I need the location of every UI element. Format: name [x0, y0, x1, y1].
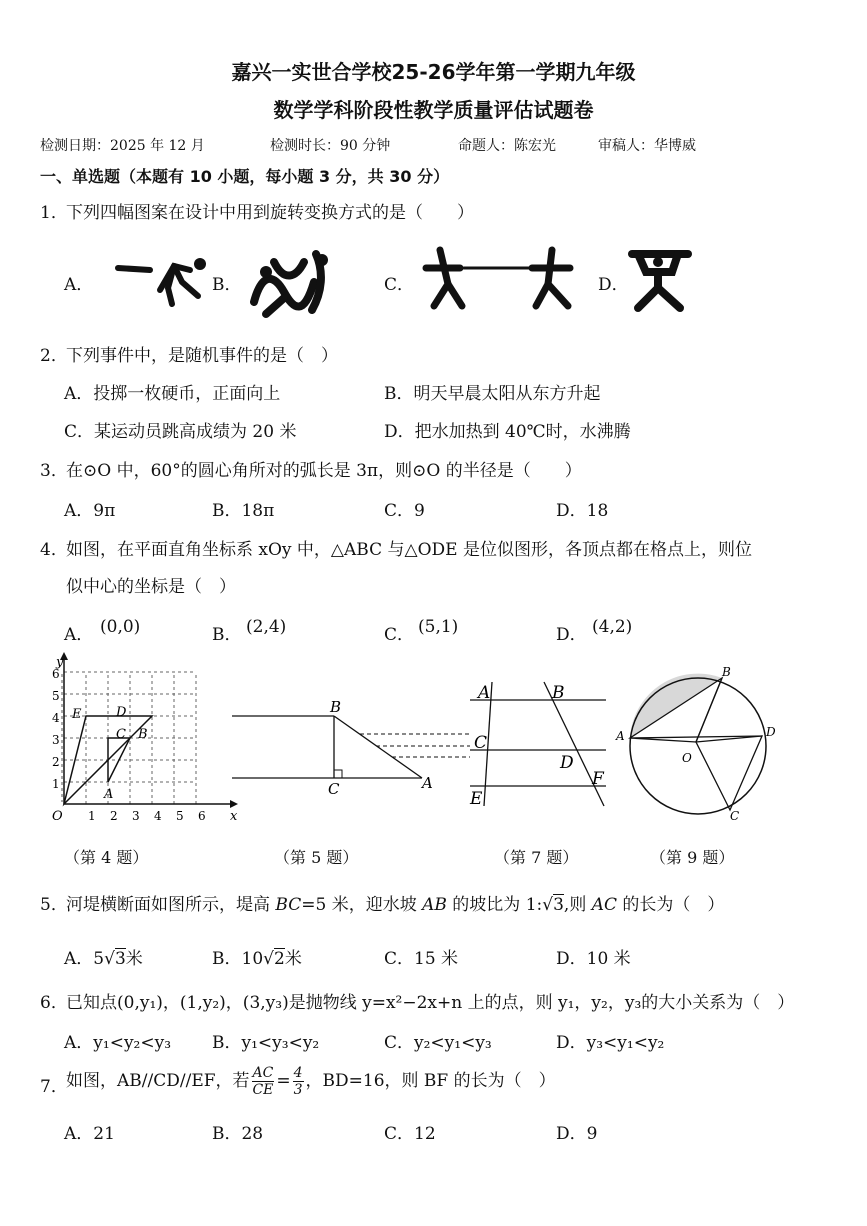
fig4-x-axis-label: x — [230, 809, 238, 824]
fig4-y-tick: 5 — [52, 689, 60, 703]
fig9-point-b: B — [722, 665, 731, 679]
fig4-y-tick: 3 — [52, 733, 60, 747]
fig9-point-a: A — [616, 729, 625, 743]
q2-option-a: A．投掷一枚硬币，正面向上 — [64, 384, 281, 404]
q5-text-part: 的坡比为 1: — [446, 895, 543, 915]
fig4-x-tick: 1 — [88, 809, 96, 823]
sqrt-icon: √ — [542, 895, 554, 915]
caption-fig5: （第 5 题） — [274, 848, 359, 867]
fig7-point-b: B — [552, 683, 565, 703]
q2-option-c: C．某运动员跳高成绩为 20 米 — [64, 422, 297, 442]
q6-option-b: B．y₁<y₃<y₂ — [212, 1033, 320, 1053]
wrestling-figures-icon — [244, 242, 334, 322]
q6-text: 已知点(0,y₁)，(1,y₂)，(3,y₃)是抛物线 y=x²−2x+n 上的点，则 y₁，y₂，y₃的大小关系为（ ） — [66, 993, 795, 1013]
q1-text: 下列四幅图案在设计中用到旋转变换方式的是（ ） — [66, 203, 474, 223]
fig4-y-axis-label: y — [56, 655, 64, 670]
exam-duration: 检测时长：90 分钟 — [270, 138, 391, 154]
q4-option-c-label: C． — [384, 625, 415, 645]
q5-option-coef: 10 — [241, 949, 264, 969]
q4-option-d-value: (4,2) — [592, 617, 633, 637]
q2-option-d: D．把水加热到 40℃时，水沸腾 — [384, 422, 631, 442]
q7-equals: = — [276, 1071, 291, 1091]
q5-text — [66, 890, 724, 915]
q5-option-label: B． — [212, 949, 242, 969]
fig4-point-e: E — [72, 707, 82, 722]
q4-option-a-label: A． — [64, 625, 94, 645]
q7-number: 7． — [40, 1077, 68, 1097]
q3-option-a: A．9π — [64, 501, 116, 521]
exam-title-line2: 数学学科阶段性教学质量评估试题卷 — [273, 98, 594, 122]
q7-frac-denominator: 3 — [293, 1082, 303, 1098]
q5-option-text: 10 米 — [586, 949, 631, 969]
fig4-x-tick: 6 — [198, 809, 206, 823]
fig4-point-c: C — [116, 727, 126, 742]
q7-option-a: A．21 — [64, 1124, 115, 1144]
q3-text: 在⊙O 中，60°的圆心角所对的弧长是 3π，则⊙O 的半径是（ ） — [66, 461, 582, 481]
q5-option-unit: 米 — [125, 949, 143, 969]
q3-number: 3． — [40, 461, 68, 481]
q3-option-b: B．18π — [212, 501, 275, 521]
fig9-point-c: C — [730, 809, 740, 823]
q4-option-b-label: B． — [212, 625, 242, 645]
fig4-point-a: A — [104, 787, 114, 802]
q2-text: 下列事件中，是随机事件的是（ ） — [66, 346, 338, 366]
q5-option-c — [384, 944, 458, 969]
weightlifter-icon — [624, 242, 694, 316]
q4-option-c-value: (5,1) — [418, 617, 459, 637]
q1-option-d-label: D． — [598, 275, 629, 295]
fig4-point-d: D — [116, 705, 127, 720]
fig4-point-b: B — [138, 727, 148, 742]
figure-q4-grid — [40, 652, 240, 830]
caption-fig7: （第 7 题） — [494, 848, 579, 867]
fig7-point-a: A — [478, 683, 491, 703]
q5-option-a — [64, 944, 143, 969]
fig9-point-d: D — [766, 725, 776, 739]
q5-option-unit: 米 — [284, 949, 302, 969]
fig7-point-d: D — [560, 753, 574, 773]
q5-option-label: A． — [64, 949, 94, 969]
fig4-x-tick: 2 — [110, 809, 118, 823]
q5-text-part: =5 米，迎水坡 — [301, 895, 423, 915]
fig4-y-tick: 4 — [52, 711, 60, 725]
q5-option-text: 15 米 — [414, 949, 459, 969]
fig4-x-tick: 5 — [176, 809, 184, 823]
sqrt-icon: √ — [104, 949, 115, 969]
figure-q5-embankment — [230, 694, 470, 798]
q5-var-bc: BC — [275, 895, 302, 915]
caption-fig9: （第 9 题） — [650, 848, 735, 867]
q5-var-ac: AC — [591, 895, 618, 915]
fig4-x-tick: 4 — [154, 809, 162, 823]
figure-q7-parallel-lines — [466, 678, 616, 814]
q5-radicand: 3 — [553, 895, 564, 915]
q5-option-b — [212, 944, 302, 969]
q5-option-coef: 5 — [93, 949, 105, 969]
q2-option-b: B．明天早晨太阳从东方升起 — [384, 384, 601, 404]
fig5-point-c: C — [328, 780, 340, 798]
q7-frac-numerator: 4 — [293, 1065, 303, 1081]
q5-option-radicand: 3 — [114, 949, 126, 969]
q4-number: 4． — [40, 540, 68, 560]
q7-option-b: B．28 — [212, 1124, 264, 1144]
q6-option-c: C．y₂<y₁<y₃ — [384, 1033, 492, 1053]
fig4-y-tick: 1 — [52, 777, 60, 791]
q1-option-c-label: C． — [384, 275, 415, 295]
q4-text-line1: 如图，在平面直角坐标系 xOy 中，△ABC 与△ODE 是位似图形，各顶点都在格点上，则位 — [66, 540, 752, 560]
sqrt-icon: √ — [263, 949, 274, 969]
fig4-origin-label: O — [52, 809, 63, 824]
q5-option-radicand: 2 — [273, 949, 285, 969]
q7-fraction-ac-ce — [252, 1065, 275, 1098]
fencing-pair-icon — [420, 246, 580, 312]
q7-text-part: 如图，AB//CD//EF，若 — [66, 1071, 250, 1091]
q7-text — [66, 1062, 556, 1100]
fig7-point-f: F — [592, 769, 604, 789]
fig5-point-a: A — [422, 774, 433, 792]
q7-fraction-4-3 — [293, 1065, 304, 1098]
q3-option-d: D．18 — [556, 501, 609, 521]
figure-q9-circle — [612, 666, 792, 826]
q4-option-a-value: (0,0) — [100, 617, 141, 637]
q5-number: 5． — [40, 895, 68, 915]
fig5-point-b: B — [330, 698, 342, 716]
exam-reviewer: 审稿人：华博威 — [598, 138, 696, 154]
q6-option-d: D．y₃<y₁<y₂ — [556, 1033, 665, 1053]
q4-option-b-value: (2,4) — [246, 617, 287, 637]
fig4-y-tick: 2 — [52, 755, 60, 769]
fencing-figure-icon — [112, 248, 212, 308]
q1-option-b-label: B． — [212, 275, 242, 295]
q7-option-c: C．12 — [384, 1124, 436, 1144]
fig4-y-tick: 6 — [52, 667, 60, 681]
q5-option-label: D． — [556, 949, 587, 969]
q4-text-line2: 似中心的坐标是（ ） — [66, 577, 236, 597]
q4-option-d-label: D． — [556, 625, 587, 645]
fig9-point-o: O — [682, 751, 692, 765]
q7-frac-numerator: AC — [252, 1065, 274, 1081]
q5-var-ab: AB — [422, 895, 447, 915]
exam-date: 检测日期：2025 年 12 月 — [40, 138, 205, 154]
q6-number: 6． — [40, 993, 68, 1013]
q3-option-c: C．9 — [384, 501, 425, 521]
fig7-point-e: E — [470, 789, 483, 809]
q5-text-part: 的长为（ ） — [617, 895, 725, 915]
q1-number: 1． — [40, 203, 68, 223]
q6-option-a: A．y₁<y₂<y₃ — [64, 1033, 172, 1053]
q5-text-part: ,则 — [563, 895, 592, 915]
q5-option-label: C． — [384, 949, 415, 969]
q1-option-a-label: A． — [64, 275, 94, 295]
q5-option-d — [556, 944, 631, 969]
q7-text-part: ，BD=16，则 BF 的长为（ ） — [305, 1071, 556, 1091]
exam-title-line1: 嘉兴一实世合学校25-26学年第一学期九年级 — [231, 60, 636, 84]
fig7-point-c: C — [474, 733, 488, 753]
fig4-x-tick: 3 — [132, 809, 140, 823]
q2-number: 2． — [40, 346, 68, 366]
q7-option-d: D．9 — [556, 1124, 598, 1144]
q5-text-part: 河堤横断面如图所示，堤高 — [66, 895, 276, 915]
caption-fig4: （第 4 题） — [64, 848, 149, 867]
q7-frac-denominator: CE — [252, 1082, 274, 1098]
section-heading: 一、单选题（本题有 10 小题，每小题 3 分，共 30 分） — [40, 167, 450, 186]
exam-author: 命题人：陈宏光 — [458, 138, 556, 154]
